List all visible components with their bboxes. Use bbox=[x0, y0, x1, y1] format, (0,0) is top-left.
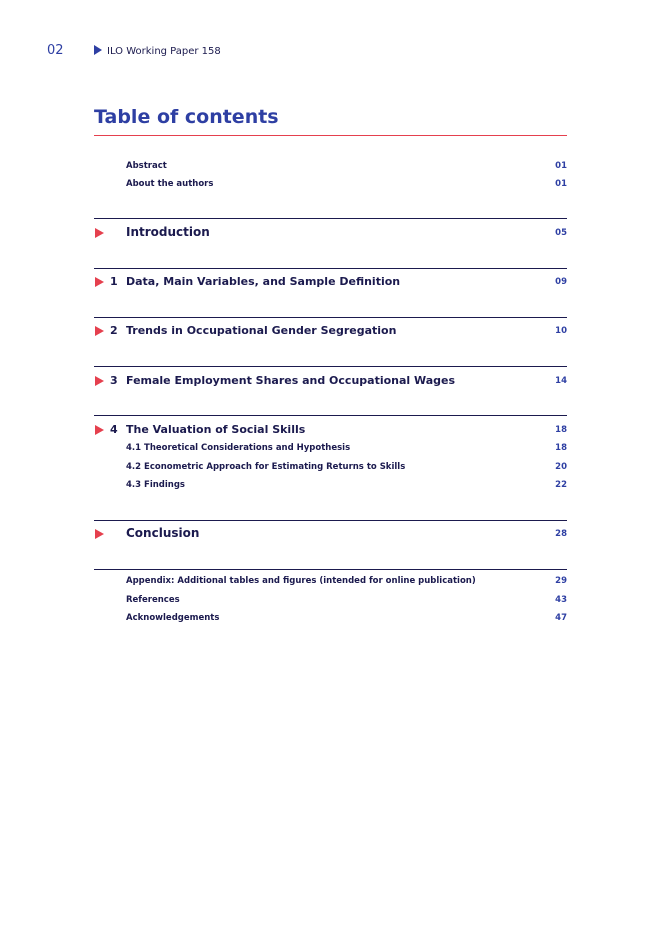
section-number-2: 2 bbox=[110, 324, 118, 337]
toc-page-section-2[interactable]: 10 bbox=[555, 326, 567, 336]
toc-entry-section-1[interactable]: Data, Main Variables, and Sample Definition bbox=[126, 275, 401, 288]
toc-entry-about-authors[interactable]: About the authors bbox=[126, 179, 214, 189]
toc-page-about-authors[interactable]: 01 bbox=[555, 179, 567, 189]
toc-page-4-3[interactable]: 22 bbox=[555, 480, 567, 490]
section-divider bbox=[94, 520, 567, 521]
page-title: Table of contents bbox=[94, 106, 279, 128]
running-title: ILO Working Paper 158 bbox=[107, 46, 221, 57]
toc-entry-introduction[interactable]: Introduction bbox=[126, 225, 210, 239]
toc-page-conclusion[interactable]: 28 bbox=[555, 529, 567, 539]
running-header bbox=[94, 45, 221, 57]
toc-entry-4-2[interactable]: 4.2 Econometric Approach for Estimating Returns to Skills bbox=[126, 462, 406, 472]
toc-entry-4-3[interactable]: 4.3 Findings bbox=[126, 480, 185, 490]
section-number-4: 4 bbox=[110, 423, 118, 436]
toc-entry-references[interactable]: References bbox=[126, 595, 180, 605]
toc-entry-conclusion[interactable]: Conclusion bbox=[126, 526, 200, 540]
play-triangle-icon bbox=[94, 45, 102, 55]
section-divider bbox=[94, 218, 567, 219]
toc-page-appendix[interactable]: 29 bbox=[555, 576, 567, 586]
section-divider bbox=[94, 268, 567, 269]
section-divider bbox=[94, 366, 567, 367]
section-arrow-icon bbox=[95, 425, 104, 435]
section-arrow-icon bbox=[95, 326, 104, 336]
section-divider bbox=[94, 569, 567, 570]
section-arrow-icon bbox=[95, 228, 104, 238]
toc-page-section-1[interactable]: 09 bbox=[555, 277, 567, 287]
section-number-3: 3 bbox=[110, 374, 118, 387]
toc-entry-section-4[interactable]: The Valuation of Social Skills bbox=[126, 423, 306, 436]
toc-page-section-3[interactable]: 14 bbox=[555, 376, 567, 386]
toc-page-acknowledgements[interactable]: 47 bbox=[555, 613, 567, 623]
toc-entry-section-2[interactable]: Trends in Occupational Gender Segregation bbox=[126, 324, 397, 337]
section-arrow-icon bbox=[95, 529, 104, 539]
toc-entry-section-3[interactable]: Female Employment Shares and Occupational Wages bbox=[126, 374, 456, 387]
section-divider bbox=[94, 317, 567, 318]
section-number-1: 1 bbox=[110, 275, 118, 288]
toc-page-introduction[interactable]: 05 bbox=[555, 228, 567, 238]
toc-page-section-4[interactable]: 18 bbox=[555, 425, 567, 435]
toc-page-4-1[interactable]: 18 bbox=[555, 443, 567, 453]
toc-entry-appendix[interactable]: Appendix: Additional tables and figures (intended for online publication) bbox=[126, 576, 476, 586]
title-divider bbox=[94, 135, 567, 136]
toc-page-abstract[interactable]: 01 bbox=[555, 161, 567, 171]
toc-page-references[interactable]: 43 bbox=[555, 595, 567, 605]
section-divider bbox=[94, 415, 567, 416]
toc-entry-4-1[interactable]: 4.1 Theoretical Considerations and Hypothesis bbox=[126, 443, 351, 453]
page-number: 02 bbox=[47, 43, 64, 58]
toc-page-4-2[interactable]: 20 bbox=[555, 462, 567, 472]
toc-entry-abstract[interactable]: Abstract bbox=[126, 161, 167, 171]
toc-entry-acknowledgements[interactable]: Acknowledgements bbox=[126, 613, 220, 623]
section-arrow-icon bbox=[95, 376, 104, 386]
section-arrow-icon bbox=[95, 277, 104, 287]
